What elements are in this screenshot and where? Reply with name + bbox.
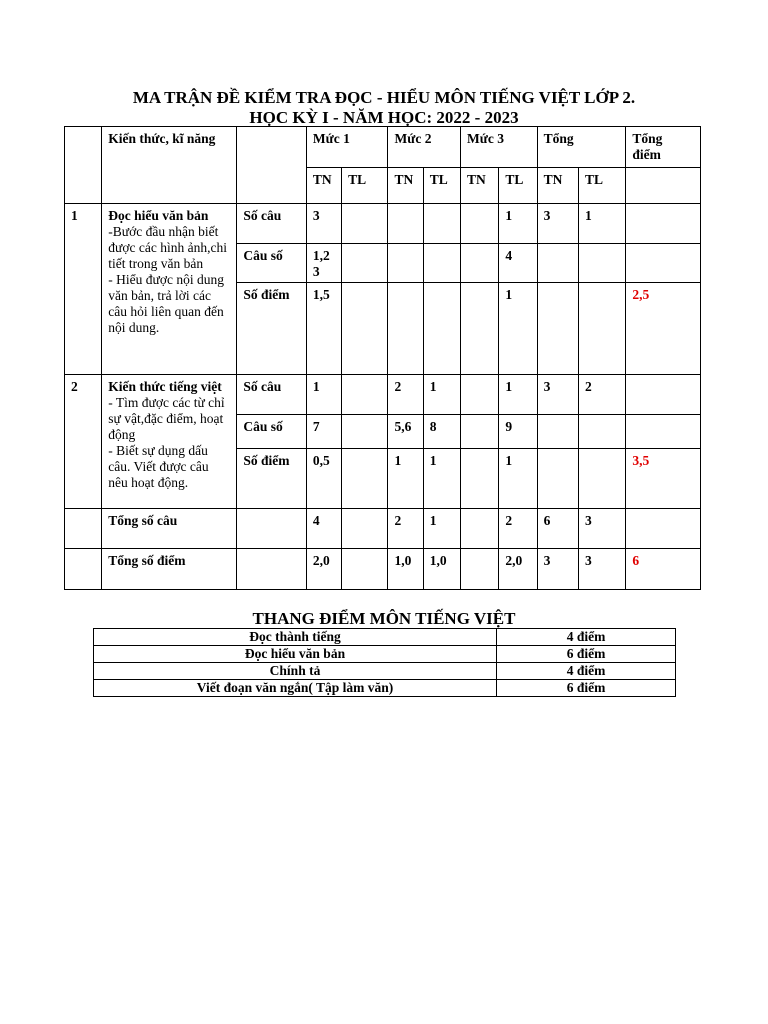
- matrix-cell: [342, 375, 388, 415]
- index-header: [65, 127, 102, 204]
- total-cell: 2,0: [306, 549, 341, 590]
- matrix-cell: [423, 204, 460, 244]
- matrix-cell: [626, 244, 701, 283]
- matrix-cell: [342, 244, 388, 283]
- level3-header: Mức 3: [461, 127, 538, 168]
- matrix-cell: [578, 449, 625, 509]
- matrix-cell: [342, 283, 388, 375]
- total-label: Tổng số điểm: [102, 549, 237, 590]
- document-subtitle: HỌC KỲ I - NĂM HỌC: 2022 - 2023: [249, 108, 519, 127]
- matrix-cell: 9: [499, 415, 537, 449]
- matrix-cell: [537, 283, 578, 375]
- scale-item-name: Đọc hiểu văn bản: [94, 646, 497, 663]
- matrix-cell: 3: [537, 204, 578, 244]
- matrix-cell: 2: [578, 375, 625, 415]
- matrix-cell: 1: [423, 375, 460, 415]
- matrix-cell: [423, 244, 460, 283]
- tn-header: TN: [388, 168, 423, 204]
- scale-item-name: Đọc thành tiếng: [94, 629, 497, 646]
- matrix-cell: 1: [423, 449, 460, 509]
- matrix-cell: [388, 283, 423, 375]
- section-topic: [102, 204, 237, 375]
- level1-header: Mức 1: [306, 127, 388, 168]
- matrix-cell: 1: [499, 283, 537, 375]
- matrix-cell: [342, 449, 388, 509]
- total-cell: 1,0: [423, 549, 460, 590]
- scale-item-points: 4 điểm: [497, 663, 676, 680]
- matrix-cell: 1: [578, 204, 625, 244]
- knowledge-header: Kiến thức, kĩ năng: [102, 127, 237, 204]
- total-cell: [342, 549, 388, 590]
- matrix-cell: 3: [537, 375, 578, 415]
- total-cell: 4: [306, 509, 341, 549]
- matrix-cell: 2,5: [626, 283, 701, 375]
- total-cell: 2: [388, 509, 423, 549]
- matrix-cell: [626, 375, 701, 415]
- scale-item-name: Chính tả: [94, 663, 497, 680]
- tn-header: TN: [537, 168, 578, 204]
- scale-item-points: 6 điểm: [497, 680, 676, 697]
- total-cell: [461, 549, 499, 590]
- total-cell: [342, 509, 388, 549]
- total-cell: 1,0: [388, 549, 423, 590]
- matrix-cell: 1: [499, 375, 537, 415]
- matrix-cell: 1: [499, 204, 537, 244]
- matrix-cell: 1,2 3: [306, 244, 341, 283]
- topic-title: Kiến thức tiếng việt: [108, 379, 222, 394]
- exam-matrix-table: [64, 126, 701, 590]
- matrix-cell: [388, 204, 423, 244]
- section-index: 2: [65, 375, 102, 509]
- total-label: Tổng số câu: [102, 509, 237, 549]
- total-cell: 3: [537, 549, 578, 590]
- matrix-cell: [461, 415, 499, 449]
- matrix-cell: 8: [423, 415, 460, 449]
- matrix-cell: [461, 204, 499, 244]
- tn-header: TN: [461, 168, 499, 204]
- matrix-cell: 1: [306, 375, 341, 415]
- total-points-row: [65, 549, 701, 590]
- blank-cell: [626, 168, 701, 204]
- matrix-cell: [423, 283, 460, 375]
- matrix-cell: 5,6: [388, 415, 423, 449]
- total-cell: 6: [626, 549, 701, 590]
- matrix-cell: [578, 244, 625, 283]
- blank-header: [237, 127, 307, 204]
- row-label: Câu số: [237, 415, 307, 449]
- total-questions-row: [65, 509, 701, 549]
- matrix-cell: 4: [499, 244, 537, 283]
- matrix-cell: [537, 244, 578, 283]
- matrix-cell: [342, 415, 388, 449]
- document-title: MA TRẬN ĐỀ KIỂM TRA ĐỌC - HIỂU MÔN TIẾNG VIỆT LỚP 2.: [132, 88, 636, 107]
- matrix-cell: 0,5: [306, 449, 341, 509]
- tl-header: TL: [578, 168, 625, 204]
- matrix-cell: 1: [388, 449, 423, 509]
- total-cell: 3: [578, 549, 625, 590]
- matrix-cell: [461, 283, 499, 375]
- scale-item-name: Viết đoạn văn ngắn( Tập làm văn): [94, 680, 497, 697]
- blank-cell: [65, 549, 102, 590]
- matrix-cell: [461, 449, 499, 509]
- matrix-cell: 7: [306, 415, 341, 449]
- level2-header: Mức 2: [388, 127, 461, 168]
- matrix-row: [65, 375, 701, 415]
- matrix-cell: 3,5: [626, 449, 701, 509]
- matrix-cell: [626, 415, 701, 449]
- matrix-cell: 1: [499, 449, 537, 509]
- score-scale-table: [93, 628, 676, 697]
- total-cell: 3: [578, 509, 625, 549]
- tl-header: TL: [342, 168, 388, 204]
- matrix-cell: 3: [306, 204, 341, 244]
- scale-row: [94, 646, 676, 663]
- topic-description: -Bước đầu nhận biết được các hình ảnh,chi tiết trong văn bản - Hiểu được nội dung văn bản, trả lời các câu hỏi liên quan đến nội dung.: [108, 224, 227, 335]
- total-cell: [626, 509, 701, 549]
- matrix-cell: [461, 375, 499, 415]
- matrix-cell: [578, 415, 625, 449]
- scale-row: [94, 629, 676, 646]
- matrix-cell: [342, 204, 388, 244]
- tl-header: TL: [499, 168, 537, 204]
- total-cell: [461, 509, 499, 549]
- matrix-cell: [578, 283, 625, 375]
- total-score-header: Tổng điểm: [626, 127, 701, 168]
- scale-row: [94, 663, 676, 680]
- row-label: Số câu: [237, 204, 307, 244]
- blank-cell: [237, 509, 307, 549]
- total-cell: 2,0: [499, 549, 537, 590]
- total-cell: 2: [499, 509, 537, 549]
- matrix-cell: 1,5: [306, 283, 341, 375]
- blank-cell: [65, 509, 102, 549]
- scale-title: THANG ĐIỂM MÔN TIẾNG VIỆT: [252, 609, 516, 628]
- scale-item-points: 6 điểm: [497, 646, 676, 663]
- topic-description: - Tìm được các từ chỉ sự vật,đặc điểm, hoạt động - Biết sự dụng dấu câu. Viết được câu nêu hoạt động.: [108, 395, 225, 490]
- matrix-cell: 2: [388, 375, 423, 415]
- matrix-row: [65, 204, 701, 244]
- section-topic: [102, 375, 237, 509]
- matrix-cell: [537, 415, 578, 449]
- topic-title: Đọc hiểu văn bản: [108, 208, 209, 223]
- matrix-cell: [388, 244, 423, 283]
- matrix-cell: [537, 449, 578, 509]
- scale-row: [94, 680, 676, 697]
- tl-header: TL: [423, 168, 460, 204]
- matrix-cell: [626, 204, 701, 244]
- row-label: Số điểm: [237, 283, 307, 375]
- row-label: Số câu: [237, 375, 307, 415]
- total-header: Tổng: [537, 127, 626, 168]
- tn-header: TN: [306, 168, 341, 204]
- section-index: 1: [65, 204, 102, 375]
- row-label: Số điểm: [237, 449, 307, 509]
- total-cell: 6: [537, 509, 578, 549]
- blank-cell: [237, 549, 307, 590]
- scale-item-points: 4 điểm: [497, 629, 676, 646]
- matrix-cell: [461, 244, 499, 283]
- total-cell: 1: [423, 509, 460, 549]
- row-label: Câu số: [237, 244, 307, 283]
